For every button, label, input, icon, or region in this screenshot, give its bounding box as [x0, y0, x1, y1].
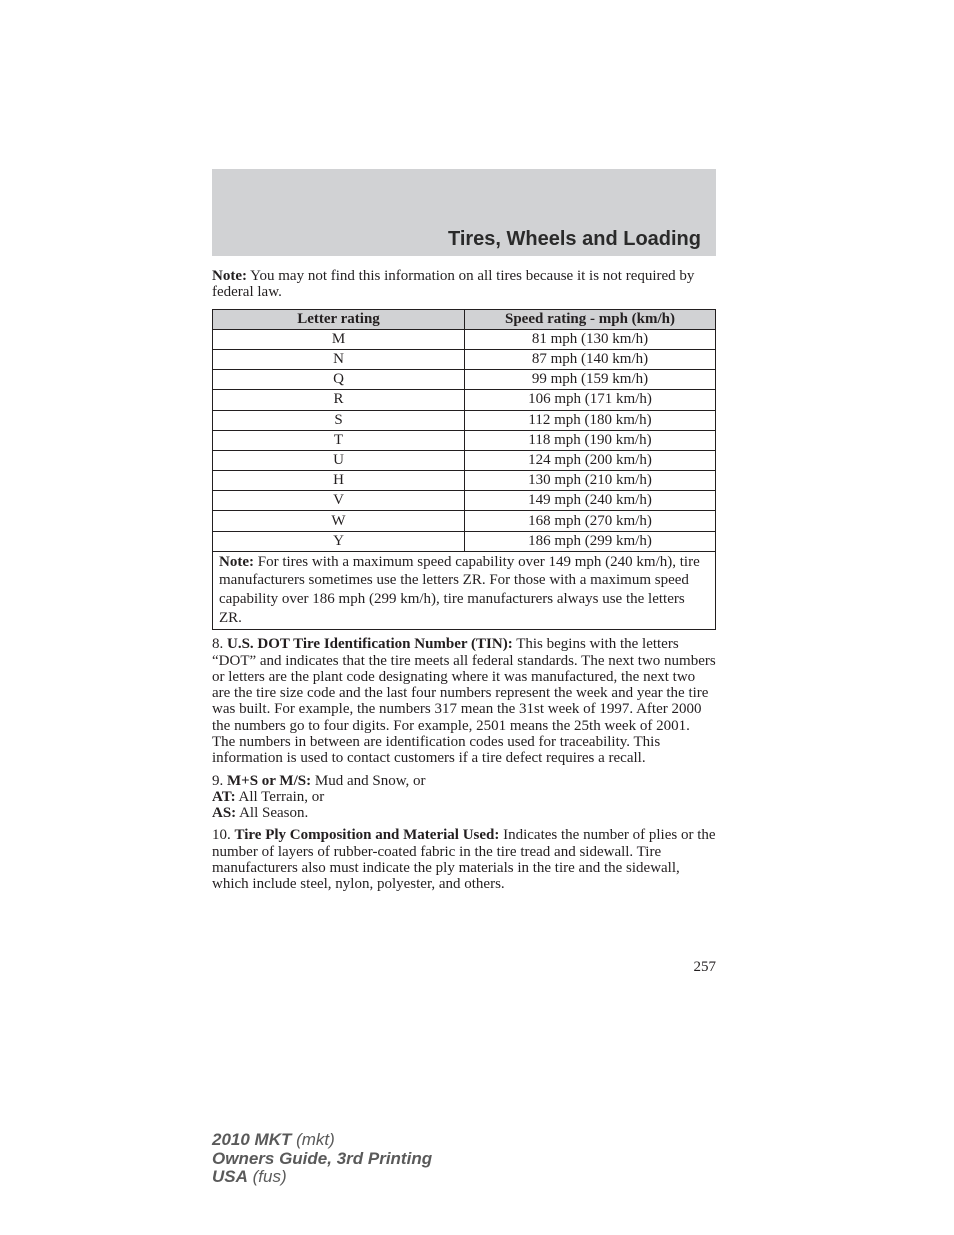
speed-cell: 81 mph (130 km/h) [465, 329, 716, 349]
section-header-band [212, 169, 716, 256]
table-row [213, 511, 716, 531]
speed-cell: 99 mph (159 km/h) [465, 370, 716, 390]
letter-cell: U [213, 450, 465, 470]
table-row [213, 450, 716, 470]
item-9-text: Mud and Snow, or [311, 772, 426, 789]
speed-rating-table [212, 309, 716, 631]
section-title: Tires, Wheels and Loading [447, 228, 701, 250]
table-note-row [213, 551, 716, 629]
speed-cell: 112 mph (180 km/h) [465, 410, 716, 430]
speed-cell: 118 mph (190 km/h) [465, 430, 716, 450]
item-9-as-text: All Season. [236, 805, 309, 822]
item-10-text: Indicates the number of plies or the number of layers of rubber-coated fabric in the tire tread and sidewall. Tire manufacturers also must indicate the ply materials in the tire and the sidewall, which include steel, nylon, polyester, and others. [212, 827, 716, 893]
intro-note-label: Note: [212, 268, 247, 284]
column-header-letter: Letter rating [213, 309, 465, 329]
footer-market-code: (fus) [247, 1167, 287, 1186]
table-row [213, 430, 716, 450]
table-row [213, 329, 716, 349]
letter-cell: N [213, 349, 465, 369]
item-10-ply [212, 827, 716, 892]
item-8-label: U.S. DOT Tire Identification Number (TIN): [227, 636, 513, 653]
speed-cell: 168 mph (270 km/h) [465, 511, 716, 531]
item-9-as-label: AS: [212, 805, 237, 822]
item-8-number: 8. [212, 636, 227, 653]
letter-cell: S [213, 410, 465, 430]
speed-cell: 106 mph (171 km/h) [465, 390, 716, 410]
speed-cell: 130 mph (210 km/h) [465, 471, 716, 491]
letter-cell: V [213, 491, 465, 511]
item-9-at-text: All Terrain, or [235, 788, 325, 805]
footer-market: USA [212, 1167, 248, 1186]
column-header-speed: Speed rating - mph (km/h) [465, 309, 716, 329]
page-number: 257 [693, 959, 716, 975]
table-row [213, 531, 716, 551]
letter-cell: H [213, 471, 465, 491]
letter-cell: R [213, 390, 465, 410]
footer-model: 2010 MKT [212, 1130, 292, 1149]
letter-cell: W [213, 511, 465, 531]
item-9-at-line [212, 789, 716, 805]
letter-cell: T [213, 430, 465, 450]
speed-cell: 186 mph (299 km/h) [465, 531, 716, 551]
speed-cell: 149 mph (240 km/h) [465, 491, 716, 511]
footer-model-code: (mkt) [291, 1130, 335, 1149]
item-10-label: Tire Ply Composition and Material Used: [234, 827, 500, 844]
footer [212, 1131, 432, 1187]
table-note [213, 551, 716, 629]
letter-cell: Q [213, 370, 465, 390]
table-row [213, 491, 716, 511]
letter-cell: Y [213, 531, 465, 551]
speed-cell: 124 mph (200 km/h) [465, 450, 716, 470]
speed-cell: 87 mph (140 km/h) [465, 349, 716, 369]
table-row [213, 349, 716, 369]
item-9-label: M+S or M/S: [227, 772, 312, 789]
table-note-label: Note: [219, 553, 254, 570]
item-8-text: This begins with the letters “DOT” and indicates that the tire meets all federal standards. The next two numbers or letters are the plant code designating where it was manufactured, the next two are the tire size code and the last four numbers represent the week and year the tire was built. For example, the numbers 317 mean the 31st week of 1997. After 2000 the numbers go to four digits. For example, 2501 means the 25th week of 2001. The numbers in between are identification codes used for traceability. This information is used to contact customers if a tire defect requires a recall. [212, 636, 716, 767]
table-row [213, 471, 716, 491]
table-row [213, 410, 716, 430]
page-content [212, 268, 716, 893]
item-9-line [212, 773, 716, 789]
item-10-number: 10. [212, 827, 235, 844]
item-8-tin [212, 636, 716, 766]
intro-note [212, 268, 716, 301]
letter-cell: M [213, 329, 465, 349]
item-9-at-label: AT: [212, 788, 236, 805]
table-row [213, 370, 716, 390]
intro-note-text: You may not find this information on all tires because it is not required by federal law. [212, 268, 695, 301]
footer-line-2: Owners Guide, 3rd Printing [212, 1148, 433, 1168]
table-header-row [213, 309, 716, 329]
item-9-as-line [212, 805, 716, 821]
item-9-ms [212, 773, 716, 822]
item-9-number: 9. [212, 772, 227, 789]
table-row [213, 390, 716, 410]
footer-line-3 [212, 1168, 432, 1187]
footer-line-1 [212, 1131, 432, 1150]
table-note-text: For tires with a maximum speed capability over 149 mph (240 km/h), tire manufacturers sometimes use the letters ZR. For those with a maximum speed capability over 186 mph (299 km/h), tire manufacturers always use the letters ZR. [219, 553, 700, 626]
